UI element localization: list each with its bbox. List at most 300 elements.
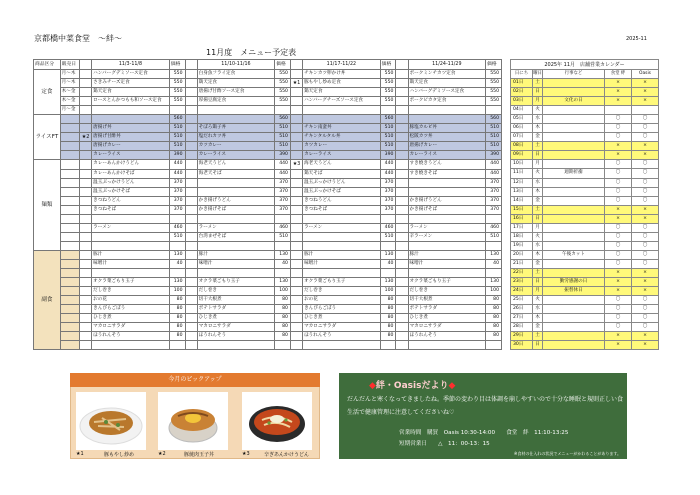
pick-mark — [396, 124, 408, 133]
pick-mark — [185, 142, 197, 151]
menu-row — [34, 88, 502, 97]
calendar-date: 19日 — [511, 241, 533, 250]
menu-item: ラーメン — [303, 223, 381, 232]
col-price: 価格 — [380, 60, 396, 70]
pick-mark — [290, 124, 302, 133]
menu-item: 豚汁 — [92, 250, 170, 259]
menu-price: 510 — [169, 133, 185, 142]
pick-mark — [290, 259, 302, 268]
menu-price: 80 — [380, 323, 396, 332]
sale-days: 木～金 — [60, 97, 79, 106]
pick-mark — [185, 106, 197, 115]
calendar-weekday: 火 — [533, 232, 543, 241]
col-week: 11/10-11/16 — [197, 60, 275, 70]
menu-price — [486, 269, 502, 278]
calendar-event — [543, 214, 605, 223]
calendar-weekday: 月 — [533, 223, 543, 232]
menu-price — [169, 269, 185, 278]
menu-item: おの花 — [303, 296, 381, 305]
menu-row — [34, 106, 502, 115]
sale-days: 月～金 — [60, 106, 79, 115]
menu-item: きつねうどん — [303, 196, 381, 205]
menu-schedule-title: 11月度 メニュー予定表 — [206, 48, 297, 57]
menu-item: ほうれんそう — [197, 332, 275, 341]
menu-row — [34, 97, 502, 106]
menu-row — [34, 323, 502, 332]
calendar-kizuna: 〇 — [605, 296, 632, 305]
calendar-row — [511, 278, 659, 287]
calendar-date: 30日 — [511, 341, 533, 350]
pick-mark — [80, 169, 92, 178]
menu-price: 550 — [380, 97, 396, 106]
calendar-date: 10日 — [511, 160, 533, 169]
calendar-weekday: 土 — [533, 268, 543, 277]
menu-price: 550 — [169, 88, 185, 97]
calendar-date: 14日 — [511, 196, 533, 205]
pick-mark — [185, 196, 197, 205]
menu-item: カレーライス — [303, 151, 381, 160]
calendar-kizuna: × — [605, 79, 632, 88]
menu-item: チキンカツ卵かけ丼 — [303, 70, 381, 79]
calendar-row — [511, 287, 659, 296]
calendar-kizuna: × — [605, 278, 632, 287]
pick-mark — [185, 323, 197, 332]
pick-mark — [290, 97, 302, 106]
pick-mark — [396, 341, 408, 350]
pick-mark — [290, 278, 302, 287]
sale-days — [60, 278, 79, 287]
calendar-oasis: × — [632, 205, 659, 214]
pick-mark — [396, 178, 408, 187]
menu-price: 370 — [169, 178, 185, 187]
menu-item: マカロニサラダ — [197, 323, 275, 332]
pick-mark — [396, 106, 408, 115]
menu-item: 豚もやし炒め定食 — [303, 79, 381, 88]
calendar-kizuna: × — [605, 268, 632, 277]
pick-mark — [185, 259, 197, 268]
menu-price: 440 — [380, 169, 396, 178]
menu-item: きつねそば — [303, 205, 381, 214]
sale-days — [60, 305, 79, 314]
pick-mark — [80, 250, 92, 259]
pick-mark — [290, 214, 302, 223]
menu-item: ひじき煮 — [408, 314, 486, 323]
menu-price: 510 — [380, 142, 396, 151]
menu-price: 510 — [380, 124, 396, 133]
calendar-row — [511, 142, 659, 151]
menu-price — [380, 106, 396, 115]
pick-mark — [185, 287, 197, 296]
menu-item: かき揚げうどん — [408, 196, 486, 205]
pick-mark — [290, 314, 302, 323]
menu-item — [92, 214, 170, 223]
calendar-date: 01日 — [511, 79, 533, 88]
pick-mark — [80, 296, 92, 305]
calendar-kizuna: 〇 — [605, 305, 632, 314]
calendar-oasis: 〇 — [632, 223, 659, 232]
calendar-kizuna: × — [605, 97, 632, 106]
calendar-oasis: 〇 — [632, 124, 659, 133]
calendar-weekday: 金 — [533, 323, 543, 332]
menu-item: 海老天そば — [197, 169, 275, 178]
oasis-news-panel — [339, 373, 627, 459]
calendar-date: 25日 — [511, 296, 533, 305]
menu-price: 40 — [380, 259, 396, 268]
menu-item — [408, 178, 486, 187]
calendar-weekday: 日 — [533, 341, 543, 350]
calendar-kizuna: × — [605, 88, 632, 97]
calendar-row — [511, 323, 659, 332]
menu-category: 麺類 — [34, 160, 61, 250]
sale-days — [60, 296, 79, 305]
pick-mark — [396, 133, 408, 142]
calendar-weekday: 月 — [533, 287, 543, 296]
calendar-kizuna: 〇 — [605, 241, 632, 250]
calendar-date: 12日 — [511, 178, 533, 187]
pick-mark — [396, 323, 408, 332]
calendar-weekday: 木 — [533, 124, 543, 133]
calendar-weekday: 日 — [533, 151, 543, 160]
pick-mark — [396, 296, 408, 305]
calendar-weekday: 日 — [533, 278, 543, 287]
pick-mark: ★3 — [290, 160, 302, 169]
menu-item: チキンタルタル丼 — [303, 133, 381, 142]
calendar-weekday: 水 — [533, 115, 543, 124]
menu-row — [34, 124, 502, 133]
menu-item: 鶏天そば — [303, 169, 381, 178]
menu-item: 鶏天定食 — [303, 88, 381, 97]
sale-days: 木～金 — [60, 88, 79, 97]
sale-days: 月～木 — [60, 70, 79, 79]
calendar-event — [543, 178, 605, 187]
menu-item: だし巻き — [408, 287, 486, 296]
pick-mark — [80, 124, 92, 133]
sale-days — [60, 151, 79, 160]
calendar-event — [543, 88, 605, 97]
menu-price: 510 — [486, 232, 502, 241]
col-blank — [290, 60, 302, 70]
menu-item — [303, 115, 381, 124]
pick-mark — [80, 241, 92, 250]
calendar-date: 29日 — [511, 332, 533, 341]
menu-item: ポテトサラダ — [408, 305, 486, 314]
menu-row — [34, 79, 502, 88]
pick-mark — [185, 278, 197, 287]
calendar-row — [511, 115, 659, 124]
calendar-kizuna — [605, 106, 632, 115]
menu-price: 80 — [380, 314, 396, 323]
menu-item: かき揚げうどん — [197, 196, 275, 205]
menu-item: 切干大根煮 — [408, 296, 486, 305]
calendar-weekday: 火 — [533, 296, 543, 305]
menu-item: ハンバーグデミソース定食 — [92, 70, 170, 79]
menu-price: 40 — [486, 259, 502, 268]
calendar-oasis: 〇 — [632, 314, 659, 323]
menu-item: だし巻き — [92, 287, 170, 296]
menu-row — [34, 70, 502, 79]
pick-mark — [396, 232, 408, 241]
menu-item — [92, 232, 170, 241]
calendar-date: 28日 — [511, 323, 533, 332]
menu-item: すき焼きうどん — [408, 160, 486, 169]
calendar-oasis: × — [632, 88, 659, 97]
pick-mark — [290, 323, 302, 332]
calendar-row — [511, 305, 659, 314]
menu-item: カレーライス — [408, 151, 486, 160]
menu-price: 460 — [486, 223, 502, 232]
menu-price: 80 — [169, 323, 185, 332]
calendar-row — [511, 314, 659, 323]
menu-price: 370 — [486, 187, 502, 196]
calendar-oasis: × — [632, 341, 659, 350]
menu-item — [303, 214, 381, 223]
sale-days — [60, 214, 79, 223]
col-category: 商品区分 — [34, 60, 61, 70]
menu-item: 唐揚げ丼 — [92, 124, 170, 133]
pick-mark — [290, 250, 302, 259]
calendar-kizuna: 〇 — [605, 250, 632, 259]
calendar-row — [511, 151, 659, 160]
calendar-row — [511, 232, 659, 241]
calendar-event — [543, 205, 605, 214]
menu-row — [34, 269, 502, 278]
pick-mark — [290, 187, 302, 196]
calendar-oasis: × — [632, 332, 659, 341]
menu-price — [275, 106, 291, 115]
sale-days — [60, 205, 79, 214]
menu-price: 550 — [486, 97, 502, 106]
menu-price — [275, 214, 291, 223]
menu-item: きんぴらごぼう — [303, 305, 381, 314]
menu-price — [275, 241, 291, 250]
menu-price: 80 — [486, 296, 502, 305]
calendar-row — [511, 88, 659, 97]
calendar-oasis: × — [632, 287, 659, 296]
sale-days — [60, 259, 79, 268]
menu-price: 100 — [275, 287, 291, 296]
menu-item: 温玉ぶっかけうどん — [92, 178, 170, 187]
calendar-row — [511, 296, 659, 305]
pick-mark — [290, 241, 302, 250]
calendar-row — [511, 97, 659, 106]
pick-mark — [185, 160, 197, 169]
menu-price: 80 — [275, 332, 291, 341]
calendar-oasis: 〇 — [632, 187, 659, 196]
calendar-oasis: 〇 — [632, 232, 659, 241]
menu-price: 370 — [169, 196, 185, 205]
menu-price: 370 — [169, 205, 185, 214]
pick-mark — [185, 79, 197, 88]
menu-item: 豚汁 — [303, 250, 381, 259]
menu-price: 80 — [275, 314, 291, 323]
pick-mark — [290, 151, 302, 160]
calendar-row — [511, 124, 659, 133]
dish-photo-1 — [76, 392, 146, 450]
pick-mark — [396, 223, 408, 232]
menu-price — [486, 214, 502, 223]
pickup-item-1-no: ★1 — [76, 451, 84, 457]
menu-item: 鶏天定食 — [408, 79, 486, 88]
sale-days — [60, 323, 79, 332]
calendar-kizuna: 〇 — [605, 223, 632, 232]
menu-price: 100 — [380, 287, 396, 296]
menu-row — [34, 250, 502, 259]
menu-item — [408, 241, 486, 250]
sale-days — [60, 232, 79, 241]
calendar-row — [511, 160, 659, 169]
menu-item — [197, 269, 275, 278]
menu-item — [408, 214, 486, 223]
menu-price: 80 — [275, 323, 291, 332]
document-date: 2025-11 — [626, 36, 647, 42]
sale-days — [60, 187, 79, 196]
pick-mark — [80, 88, 92, 97]
menu-price: 370 — [380, 178, 396, 187]
calendar-row — [511, 341, 659, 350]
calendar-col: 曜日 — [533, 70, 543, 79]
menu-item: 台湾まぜそば — [197, 232, 275, 241]
menu-item — [92, 269, 170, 278]
menu-item: 味噌汁 — [408, 259, 486, 268]
sale-days — [60, 287, 79, 296]
pick-mark — [80, 214, 92, 223]
sale-days — [60, 160, 79, 169]
pickup-title: 今月のピックアップ — [70, 373, 320, 387]
calendar-weekday: 日 — [533, 88, 543, 97]
menu-price: 440 — [486, 160, 502, 169]
menu-item: ほうれんそう — [303, 332, 381, 341]
menu-price — [380, 269, 396, 278]
menu-price: 440 — [169, 169, 185, 178]
menu-item — [408, 341, 486, 350]
menu-row — [34, 278, 502, 287]
calendar-kizuna: × — [605, 205, 632, 214]
calendar-weekday: 木 — [533, 250, 543, 259]
calendar-row — [511, 205, 659, 214]
menu-item: かき揚げそば — [197, 205, 275, 214]
calendar-date: 05日 — [511, 115, 533, 124]
pick-mark — [80, 323, 92, 332]
calendar-date: 26日 — [511, 305, 533, 314]
pick-mark — [396, 214, 408, 223]
calendar-event: 週期折衝 — [543, 169, 605, 178]
calendar-oasis: 〇 — [632, 196, 659, 205]
menu-item: そぼろ鶏子丼 — [197, 124, 275, 133]
menu-row — [34, 151, 502, 160]
menu-price: 550 — [169, 79, 185, 88]
calendar-date: 27日 — [511, 314, 533, 323]
calendar-kizuna: 〇 — [605, 133, 632, 142]
calendar-date: 20日 — [511, 250, 533, 259]
pick-mark — [185, 314, 197, 323]
calendar-oasis: × — [632, 151, 659, 160]
calendar-oasis: 〇 — [632, 305, 659, 314]
pick-mark — [185, 205, 197, 214]
calendar-event — [543, 305, 605, 314]
col-week: 11/3-11/8 — [92, 60, 170, 70]
menu-item: カツカレー — [197, 142, 275, 151]
pick-mark — [80, 160, 92, 169]
pick-mark — [396, 314, 408, 323]
menu-price: 370 — [275, 178, 291, 187]
pick-mark — [80, 97, 92, 106]
menu-item: ポークピカタ定食 — [408, 97, 486, 106]
menu-price — [486, 241, 502, 250]
menu-item: 海老天うどん — [303, 160, 381, 169]
sale-days — [60, 332, 79, 341]
menu-item: オクラ菜ごもり玉子 — [92, 278, 170, 287]
menu-item: チキン南蛮丼 — [303, 124, 381, 133]
pick-mark — [396, 287, 408, 296]
pick-mark — [290, 269, 302, 278]
calendar-event — [543, 259, 605, 268]
calendar-event: 振替休日 — [543, 287, 605, 296]
calendar-kizuna: 〇 — [605, 169, 632, 178]
pick-mark — [290, 88, 302, 97]
menu-price: 440 — [169, 160, 185, 169]
menu-item — [303, 269, 381, 278]
menu-price: 550 — [275, 88, 291, 97]
calendar-oasis: × — [632, 268, 659, 277]
menu-price: 440 — [275, 169, 291, 178]
pick-mark — [290, 142, 302, 151]
menu-price — [169, 106, 185, 115]
calendar-row — [511, 223, 659, 232]
sale-days — [60, 269, 79, 278]
menu-price: 80 — [380, 296, 396, 305]
calendar-col: 行事など — [543, 70, 605, 79]
menu-item: マカロニサラダ — [408, 323, 486, 332]
menu-row — [34, 296, 502, 305]
menu-row — [34, 160, 502, 169]
menu-item: 海老天うどん — [197, 160, 275, 169]
menu-price: 440 — [275, 160, 291, 169]
calendar-row — [511, 79, 659, 88]
calendar-date: 24日 — [511, 287, 533, 296]
calendar-date: 18日 — [511, 232, 533, 241]
col-blank — [80, 60, 92, 70]
menu-category: 定食 — [34, 70, 61, 115]
menu-row — [34, 287, 502, 296]
menu-price: 390 — [275, 151, 291, 160]
menu-price: 560 — [275, 115, 291, 124]
pick-mark — [185, 269, 197, 278]
menu-price: 550 — [486, 79, 502, 88]
calendar-kizuna: 〇 — [605, 323, 632, 332]
menu-price: 80 — [275, 296, 291, 305]
menu-item: きんぴらごぼう — [92, 305, 170, 314]
menu-price: 370 — [486, 205, 502, 214]
pick-mark — [185, 250, 197, 259]
calendar-date: 07日 — [511, 133, 533, 142]
menu-price: 80 — [486, 332, 502, 341]
menu-item — [92, 106, 170, 115]
menu-price: 460 — [275, 223, 291, 232]
menu-price: 440 — [380, 160, 396, 169]
menu-row — [34, 133, 502, 142]
menu-price: 510 — [275, 133, 291, 142]
menu-item: ひじき煮 — [197, 314, 275, 323]
menu-item: 鶏天定食 — [197, 79, 275, 88]
calendar-kizuna: × — [605, 151, 632, 160]
calendar-row — [511, 187, 659, 196]
menu-item: ロースとんかつもも和ソース定食 — [92, 97, 170, 106]
sale-days — [60, 124, 79, 133]
calendar-event — [543, 187, 605, 196]
calendar-kizuna: × — [605, 332, 632, 341]
calendar-oasis: 〇 — [632, 178, 659, 187]
pick-mark — [185, 169, 197, 178]
